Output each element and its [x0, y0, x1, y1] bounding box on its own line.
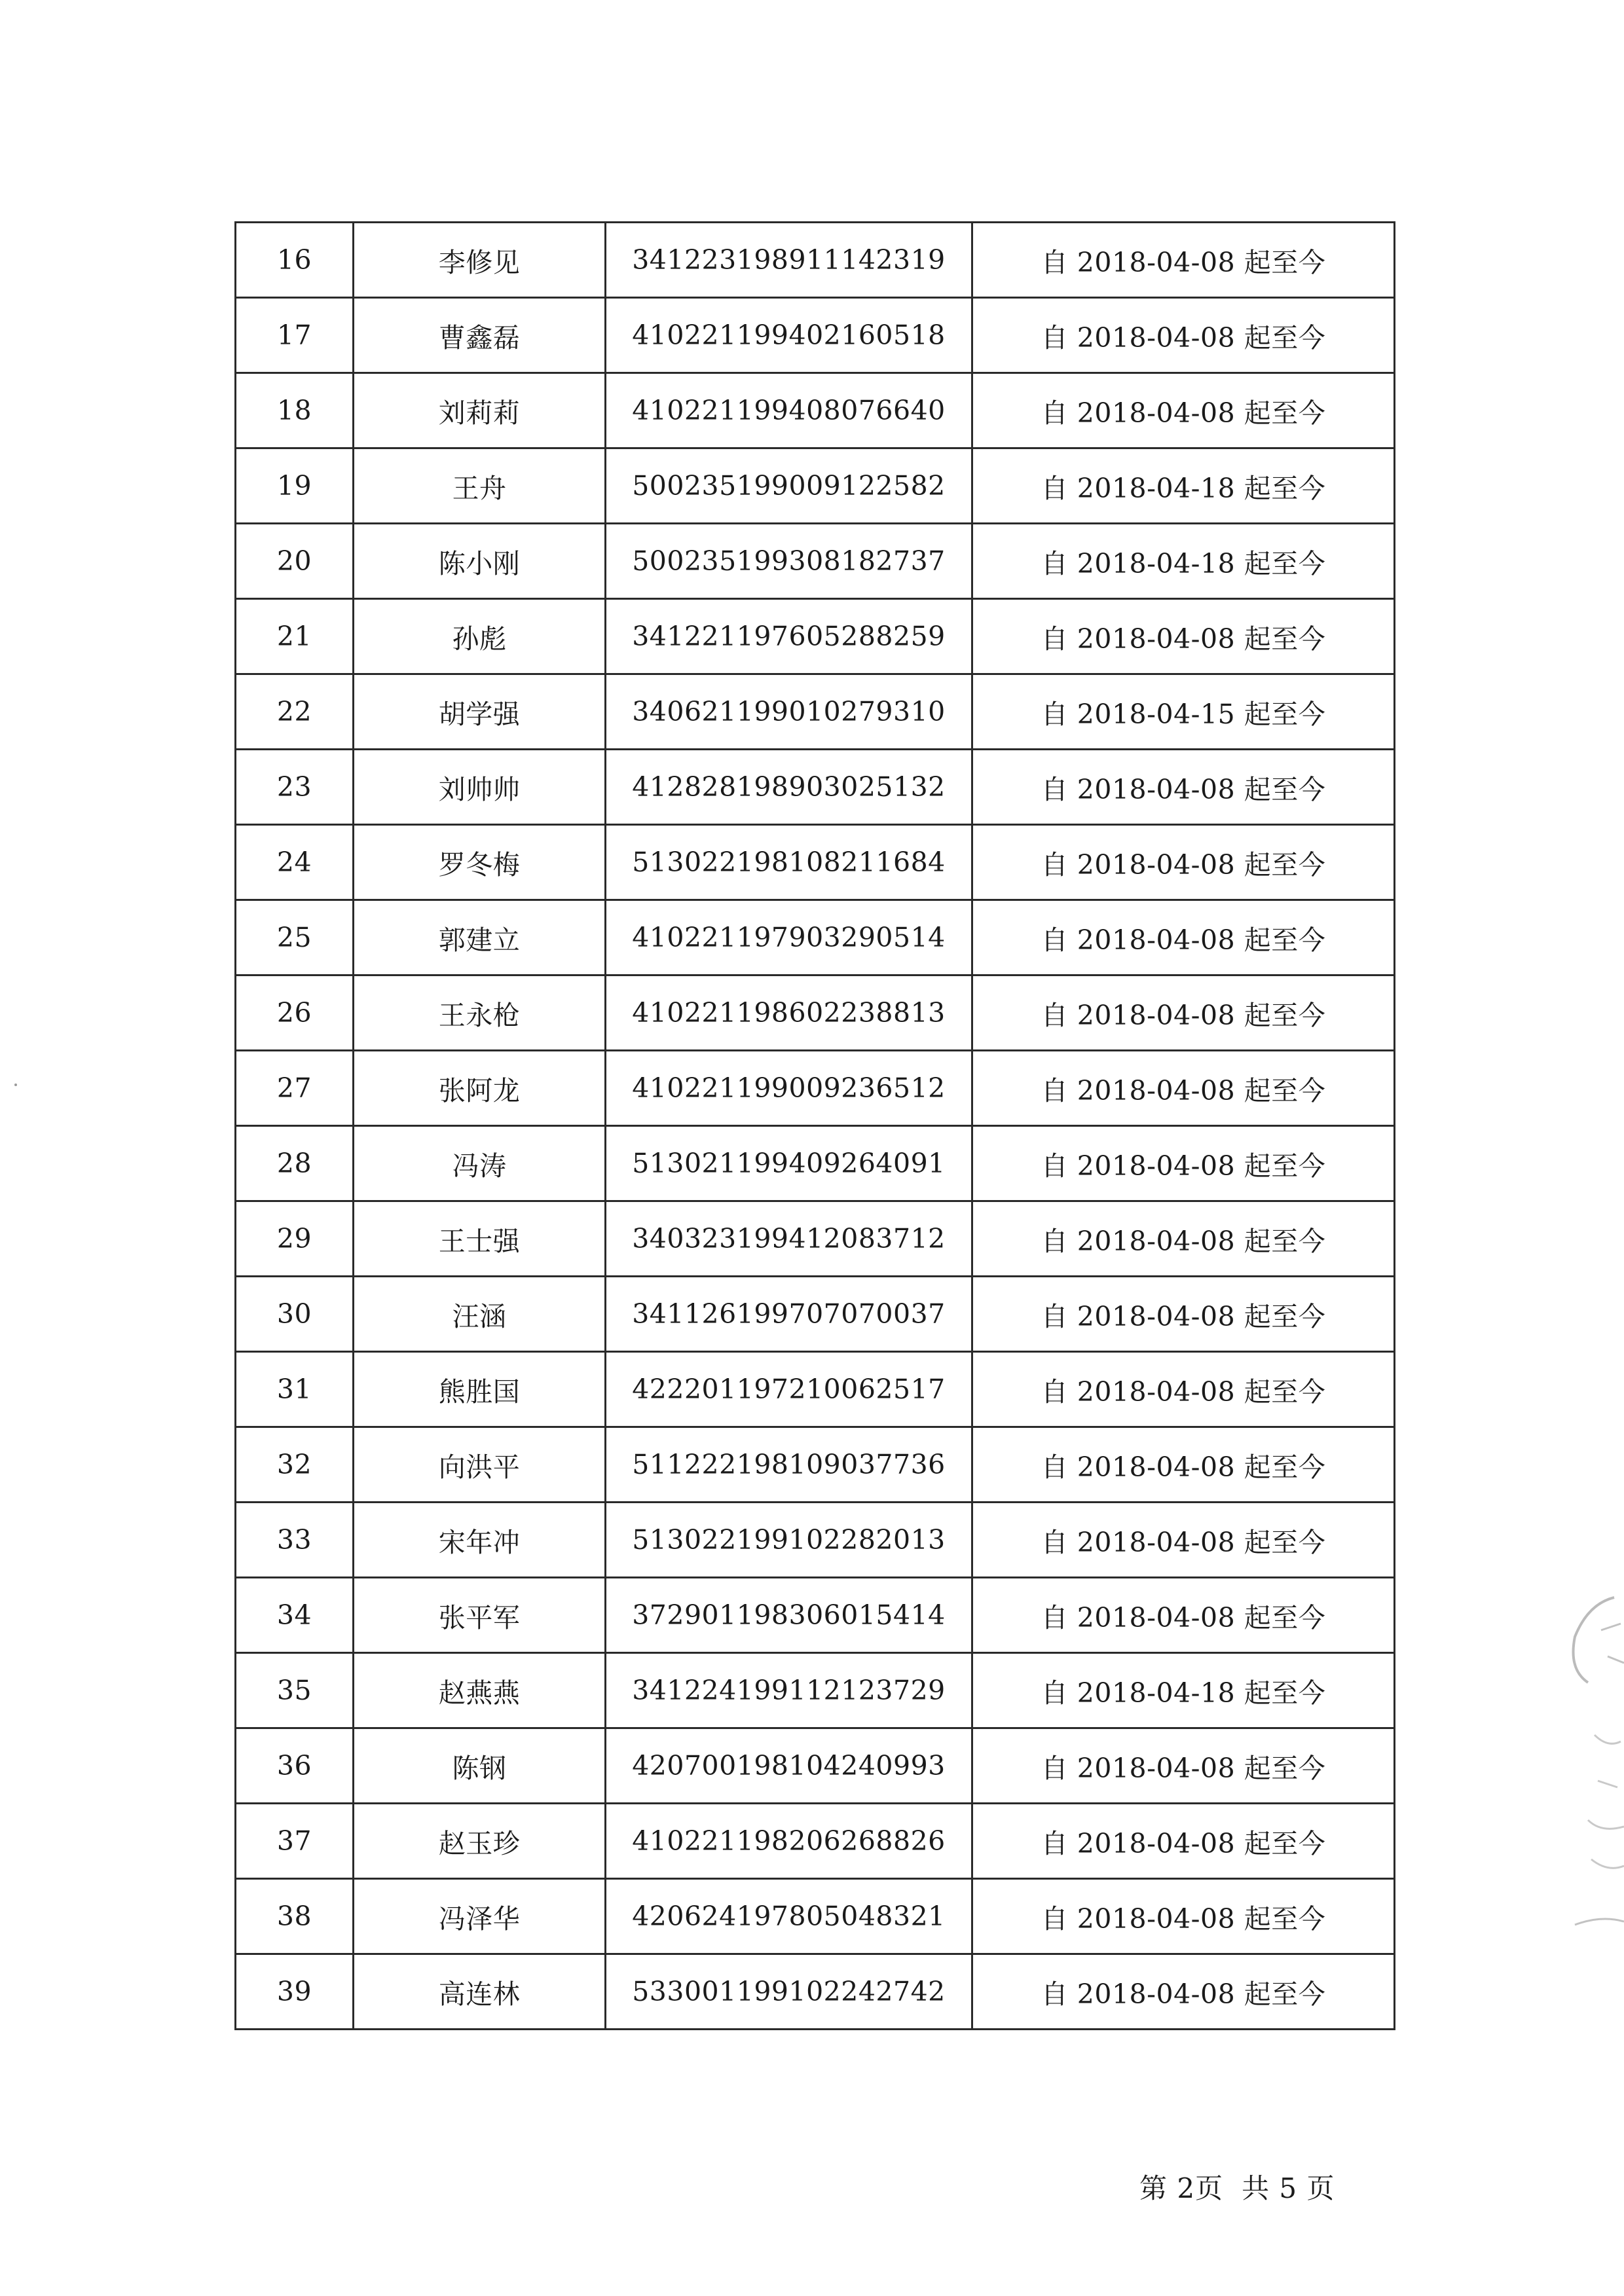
name-cell: 孙彪 [354, 599, 606, 674]
name-cell: 高连林 [354, 1954, 606, 2030]
id-number-cell: 410221198602238813 [606, 975, 972, 1051]
period-cell: 自 2018-04-08 起至今 [972, 1879, 1395, 1954]
id-number-cell: 513022198108211684 [606, 825, 972, 900]
name-cell: 王舟 [354, 448, 606, 524]
period-cell: 自 2018-04-08 起至今 [972, 373, 1395, 448]
row-number-cell: 37 [236, 1804, 354, 1879]
period-cell: 自 2018-04-08 起至今 [972, 1277, 1395, 1352]
id-number-cell: 341224199112123729 [606, 1653, 972, 1728]
period-cell: 自 2018-04-08 起至今 [972, 1126, 1395, 1201]
table-row [236, 599, 1395, 674]
table-row [236, 1503, 1395, 1578]
id-number-cell: 533001199102242742 [606, 1954, 972, 2030]
table-row [236, 825, 1395, 900]
row-number-cell: 34 [236, 1578, 354, 1653]
period-cell: 自 2018-04-08 起至今 [972, 1954, 1395, 2030]
name-cell: 陈小刚 [354, 524, 606, 599]
row-number-cell: 19 [236, 448, 354, 524]
personnel-table-body [236, 223, 1395, 2030]
name-cell: 赵燕燕 [354, 1653, 606, 1728]
id-number-cell: 410221199402160518 [606, 298, 972, 373]
row-number-cell: 24 [236, 825, 354, 900]
period-cell: 自 2018-04-18 起至今 [972, 524, 1395, 599]
row-number-cell: 31 [236, 1352, 354, 1427]
period-cell: 自 2018-04-08 起至今 [972, 825, 1395, 900]
row-number-cell: 21 [236, 599, 354, 674]
period-cell: 自 2018-04-15 起至今 [972, 674, 1395, 750]
name-cell: 王永枪 [354, 975, 606, 1051]
table-row [236, 1352, 1395, 1427]
period-cell: 自 2018-04-08 起至今 [972, 1503, 1395, 1578]
period-cell: 自 2018-04-08 起至今 [972, 223, 1395, 298]
table-row [236, 448, 1395, 524]
period-cell: 自 2018-04-08 起至今 [972, 1728, 1395, 1804]
table-row [236, 1277, 1395, 1352]
page-number: 第 2页 [1139, 2172, 1224, 2204]
period-cell: 自 2018-04-08 起至今 [972, 975, 1395, 1051]
row-number-cell: 26 [236, 975, 354, 1051]
id-number-cell: 513022199102282013 [606, 1503, 972, 1578]
table-row [236, 223, 1395, 298]
table-row [236, 1954, 1395, 2030]
table-row [236, 1728, 1395, 1804]
name-cell: 李修见 [354, 223, 606, 298]
row-number-cell: 39 [236, 1954, 354, 2030]
table-row [236, 1201, 1395, 1277]
name-cell: 刘莉莉 [354, 373, 606, 448]
name-cell: 罗冬梅 [354, 825, 606, 900]
period-cell: 自 2018-04-08 起至今 [972, 1578, 1395, 1653]
period-cell: 自 2018-04-08 起至今 [972, 1201, 1395, 1277]
name-cell: 冯涛 [354, 1126, 606, 1201]
period-cell: 自 2018-04-08 起至今 [972, 599, 1395, 674]
id-number-cell: 341126199707070037 [606, 1277, 972, 1352]
table-row [236, 298, 1395, 373]
row-number-cell: 20 [236, 524, 354, 599]
name-cell: 汪涵 [354, 1277, 606, 1352]
id-number-cell: 420700198104240993 [606, 1728, 972, 1804]
name-cell: 赵玉珍 [354, 1804, 606, 1879]
row-number-cell: 25 [236, 900, 354, 975]
table-row [236, 1051, 1395, 1126]
period-cell: 自 2018-04-08 起至今 [972, 1051, 1395, 1126]
row-number-cell: 33 [236, 1503, 354, 1578]
id-number-cell: 511222198109037736 [606, 1427, 972, 1503]
name-cell: 张阿龙 [354, 1051, 606, 1126]
row-number-cell: 18 [236, 373, 354, 448]
id-number-cell: 341223198911142319 [606, 223, 972, 298]
name-cell: 刘帅帅 [354, 750, 606, 825]
id-number-cell: 500235199308182737 [606, 524, 972, 599]
page-footer [1139, 2167, 1335, 2206]
id-number-cell: 410221199009236512 [606, 1051, 972, 1126]
row-number-cell: 28 [236, 1126, 354, 1201]
name-cell: 宋年冲 [354, 1503, 606, 1578]
row-number-cell: 35 [236, 1653, 354, 1728]
name-cell: 向洪平 [354, 1427, 606, 1503]
table-row [236, 900, 1395, 975]
table-row [236, 1653, 1395, 1728]
period-cell: 自 2018-04-08 起至今 [972, 900, 1395, 975]
id-number-cell: 422201197210062517 [606, 1352, 972, 1427]
period-cell: 自 2018-04-08 起至今 [972, 1352, 1395, 1427]
row-number-cell: 17 [236, 298, 354, 373]
table-row [236, 524, 1395, 599]
name-cell: 熊胜国 [354, 1352, 606, 1427]
row-number-cell: 29 [236, 1201, 354, 1277]
margin-speck [14, 1084, 17, 1086]
name-cell: 胡学强 [354, 674, 606, 750]
table-row [236, 373, 1395, 448]
id-number-cell: 410221198206268826 [606, 1804, 972, 1879]
table-row [236, 1804, 1395, 1879]
row-number-cell: 32 [236, 1427, 354, 1503]
period-cell: 自 2018-04-08 起至今 [972, 750, 1395, 825]
row-number-cell: 36 [236, 1728, 354, 1804]
row-number-cell: 38 [236, 1879, 354, 1954]
row-number-cell: 27 [236, 1051, 354, 1126]
row-number-cell: 16 [236, 223, 354, 298]
period-cell: 自 2018-04-08 起至今 [972, 1804, 1395, 1879]
table-row [236, 674, 1395, 750]
id-number-cell: 340621199010279310 [606, 674, 972, 750]
name-cell: 张平军 [354, 1578, 606, 1653]
name-cell: 冯泽华 [354, 1879, 606, 1954]
table-row [236, 1578, 1395, 1653]
table-row [236, 975, 1395, 1051]
id-number-cell: 410221199408076640 [606, 373, 972, 448]
table-row [236, 1126, 1395, 1201]
table-row [236, 1427, 1395, 1503]
period-cell: 自 2018-04-18 起至今 [972, 1653, 1395, 1728]
id-number-cell: 420624197805048321 [606, 1879, 972, 1954]
period-cell: 自 2018-04-08 起至今 [972, 298, 1395, 373]
row-number-cell: 30 [236, 1277, 354, 1352]
row-number-cell: 23 [236, 750, 354, 825]
personnel-table [234, 221, 1395, 2030]
period-cell: 自 2018-04-18 起至今 [972, 448, 1395, 524]
name-cell: 王士强 [354, 1201, 606, 1277]
id-number-cell: 340323199412083712 [606, 1201, 972, 1277]
name-cell: 曹鑫磊 [354, 298, 606, 373]
page-total: 共 5 页 [1242, 2172, 1335, 2204]
table-row [236, 1879, 1395, 1954]
name-cell: 郭建立 [354, 900, 606, 975]
id-number-cell: 500235199009122582 [606, 448, 972, 524]
row-number-cell: 22 [236, 674, 354, 750]
id-number-cell: 410221197903290514 [606, 900, 972, 975]
id-number-cell: 341221197605288259 [606, 599, 972, 674]
id-number-cell: 513021199409264091 [606, 1126, 972, 1201]
table-row [236, 750, 1395, 825]
id-number-cell: 412828198903025132 [606, 750, 972, 825]
partial-seal-stamp [1562, 1584, 1624, 1951]
name-cell: 陈钢 [354, 1728, 606, 1804]
id-number-cell: 372901198306015414 [606, 1578, 972, 1653]
period-cell: 自 2018-04-08 起至今 [972, 1427, 1395, 1503]
